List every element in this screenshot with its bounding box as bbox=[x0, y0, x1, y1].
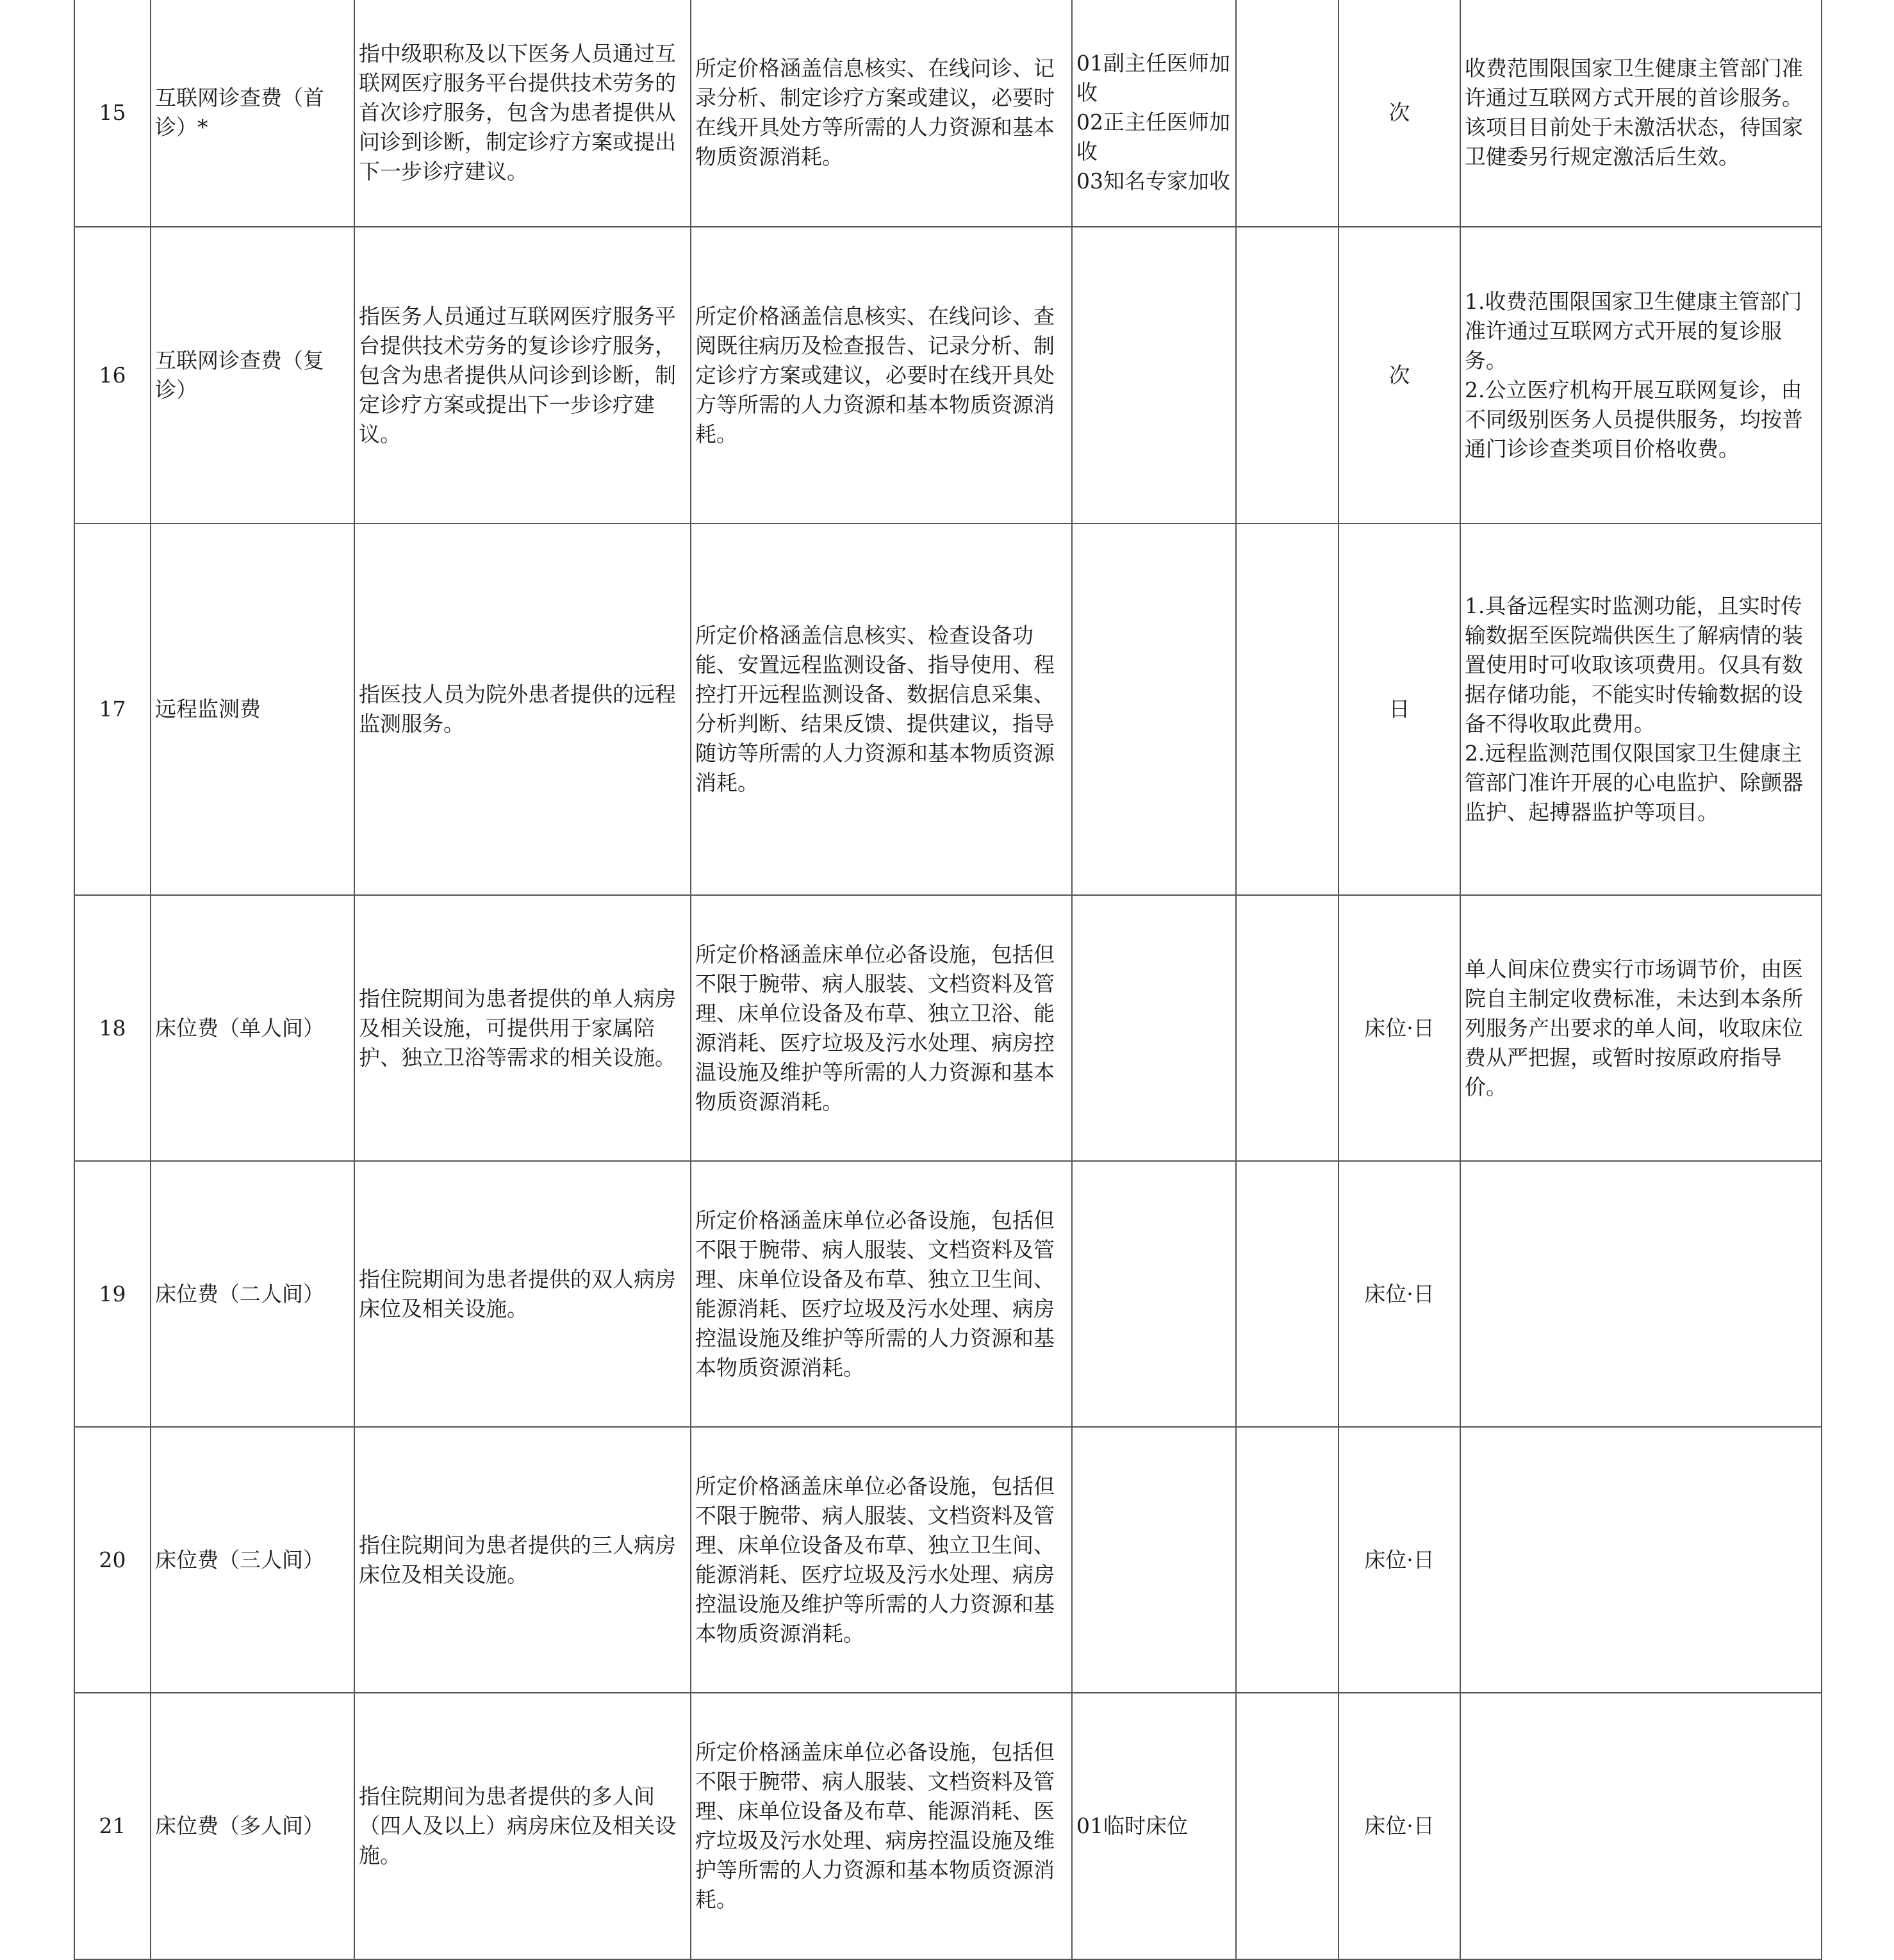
extra-charge-cell: 01副主任医师加收 02正主任医师加收 03知名专家加收 bbox=[1072, 0, 1236, 227]
table-row bbox=[74, 1161, 1822, 1427]
price-scope-cell: 所定价格涵盖信息核实、在线问诊、查阅既往病历及检查报告、记录分析、制定诊疗方案或建议，必要时在线开具处方等所需的人力资源和基本物质资源消耗。 bbox=[691, 227, 1072, 523]
table-row bbox=[74, 523, 1822, 895]
pricing-unit-cell: 次 bbox=[1338, 0, 1460, 227]
pricing-unit-cell: 床位·日 bbox=[1338, 1427, 1460, 1693]
pricing-unit-cell: 床位·日 bbox=[1338, 1161, 1460, 1427]
extra-charge-cell bbox=[1072, 1161, 1236, 1427]
table-row bbox=[74, 1427, 1822, 1693]
pricing-table bbox=[74, 0, 1822, 1960]
table-row bbox=[74, 227, 1822, 523]
item-name-cell: 床位费（多人间） bbox=[151, 1693, 354, 1959]
service-content-cell: 指医务人员通过互联网医疗服务平台提供技术劳务的复诊诊疗服务，包含为患者提供从问诊到诊断，制定诊疗方案或提出下一步诊疗建议。 bbox=[354, 227, 691, 523]
excluded-items-cell bbox=[1236, 0, 1338, 227]
item-number-cell: 21 bbox=[74, 1693, 151, 1959]
remarks-cell bbox=[1460, 1161, 1822, 1427]
service-content-cell: 指中级职称及以下医务人员通过互联网医疗服务平台提供技术劳务的首次诊疗服务，包含为患者提供从问诊到诊断，制定诊疗方案或提出下一步诊疗建议。 bbox=[354, 0, 691, 227]
remarks-cell: 单人间床位费实行市场调节价，由医院自主制定收费标准，未达到本条所列服务产出要求的单人间，收取床位费从严把握，或暂时按原政府指导价。 bbox=[1460, 895, 1822, 1161]
remarks-cell: 1.具备远程实时监测功能，且实时传输数据至医院端供医生了解病情的装置使用时可收取该项费用。仅具有数据存储功能，不能实时传输数据的设备不得收取此费用。 2.远程监测范围仅限国家卫生健康主管部门准许开展的心电监护、除颤器监护、起搏器监护等项目。 bbox=[1460, 523, 1822, 895]
excluded-items-cell bbox=[1236, 1693, 1338, 1959]
excluded-items-cell bbox=[1236, 895, 1338, 1161]
extra-charge-cell bbox=[1072, 227, 1236, 523]
pricing-unit-cell: 床位·日 bbox=[1338, 895, 1460, 1161]
pricing-unit-cell: 次 bbox=[1338, 227, 1460, 523]
remarks-cell: 收费范围限国家卫生健康主管部门准许通过互联网方式开展的首诊服务。该项目目前处于未激活状态，待国家卫健委另行规定激活后生效。 bbox=[1460, 0, 1822, 227]
extra-charge-cell bbox=[1072, 1427, 1236, 1693]
excluded-items-cell bbox=[1236, 523, 1338, 895]
remarks-cell: 1.收费范围限国家卫生健康主管部门准许通过互联网方式开展的复诊服务。 2.公立医疗机构开展互联网复诊，由不同级别医务人员提供服务，均按普通门诊诊查类项目价格收费。 bbox=[1460, 227, 1822, 523]
table-row bbox=[74, 0, 1822, 227]
item-name-cell: 互联网诊查费（首诊）* bbox=[151, 0, 354, 227]
pricing-table-page bbox=[74, 0, 1821, 1960]
item-name-cell: 远程监测费 bbox=[151, 523, 354, 895]
item-number-cell: 19 bbox=[74, 1161, 151, 1427]
price-scope-cell: 所定价格涵盖信息核实、在线问诊、记录分析、制定诊疗方案或建议，必要时在线开具处方等所需的人力资源和基本物质资源消耗。 bbox=[691, 0, 1072, 227]
table-row bbox=[74, 1693, 1822, 1959]
price-scope-cell: 所定价格涵盖床单位必备设施，包括但不限于腕带、病人服装、文档资料及管理、床单位设备及布草、能源消耗、医疗垃圾及污水处理、病房控温设施及维护等所需的人力资源和基本物质资源消耗。 bbox=[691, 1693, 1072, 1959]
excluded-items-cell bbox=[1236, 1427, 1338, 1693]
item-name-cell: 床位费（三人间） bbox=[151, 1427, 354, 1693]
item-name-cell: 互联网诊查费（复诊） bbox=[151, 227, 354, 523]
item-name-cell: 床位费（二人间） bbox=[151, 1161, 354, 1427]
service-content-cell: 指医技人员为院外患者提供的远程监测服务。 bbox=[354, 523, 691, 895]
excluded-items-cell bbox=[1236, 227, 1338, 523]
price-scope-cell: 所定价格涵盖床单位必备设施，包括但不限于腕带、病人服装、文档资料及管理、床单位设备及布草、独立卫生间、能源消耗、医疗垃圾及污水处理、病房控温设施及维护等所需的人力资源和基本物质资源消耗。 bbox=[691, 1161, 1072, 1427]
item-name-cell: 床位费（单人间） bbox=[151, 895, 354, 1161]
item-number-cell: 18 bbox=[74, 895, 151, 1161]
price-scope-cell: 所定价格涵盖床单位必备设施，包括但不限于腕带、病人服装、文档资料及管理、床单位设备及布草、独立卫浴、能源消耗、医疗垃圾及污水处理、病房控温设施及维护等所需的人力资源和基本物质资源消耗。 bbox=[691, 895, 1072, 1161]
pricing-unit-cell: 日 bbox=[1338, 523, 1460, 895]
service-content-cell: 指住院期间为患者提供的多人间（四人及以上）病房床位及相关设施。 bbox=[354, 1693, 691, 1959]
extra-charge-cell bbox=[1072, 523, 1236, 895]
service-content-cell: 指住院期间为患者提供的三人病房床位及相关设施。 bbox=[354, 1427, 691, 1693]
extra-charge-cell: 01临时床位 bbox=[1072, 1693, 1236, 1959]
item-number-cell: 16 bbox=[74, 227, 151, 523]
price-scope-cell: 所定价格涵盖信息核实、检查设备功能、安置远程监测设备、指导使用、程控打开远程监测设备、数据信息采集、分析判断、结果反馈、提供建议，指导随访等所需的人力资源和基本物质资源消耗。 bbox=[691, 523, 1072, 895]
excluded-items-cell bbox=[1236, 1161, 1338, 1427]
item-number-cell: 15 bbox=[74, 0, 151, 227]
item-number-cell: 20 bbox=[74, 1427, 151, 1693]
service-content-cell: 指住院期间为患者提供的双人病房床位及相关设施。 bbox=[354, 1161, 691, 1427]
remarks-cell bbox=[1460, 1693, 1822, 1959]
extra-charge-cell bbox=[1072, 895, 1236, 1161]
item-number-cell: 17 bbox=[74, 523, 151, 895]
pricing-unit-cell: 床位·日 bbox=[1338, 1693, 1460, 1959]
price-scope-cell: 所定价格涵盖床单位必备设施，包括但不限于腕带、病人服装、文档资料及管理、床单位设备及布草、独立卫生间、能源消耗、医疗垃圾及污水处理、病房控温设施及维护等所需的人力资源和基本物质资源消耗。 bbox=[691, 1427, 1072, 1693]
table-row bbox=[74, 895, 1822, 1161]
remarks-cell bbox=[1460, 1427, 1822, 1693]
service-content-cell: 指住院期间为患者提供的单人病房及相关设施，可提供用于家属陪护、独立卫浴等需求的相关设施。 bbox=[354, 895, 691, 1161]
